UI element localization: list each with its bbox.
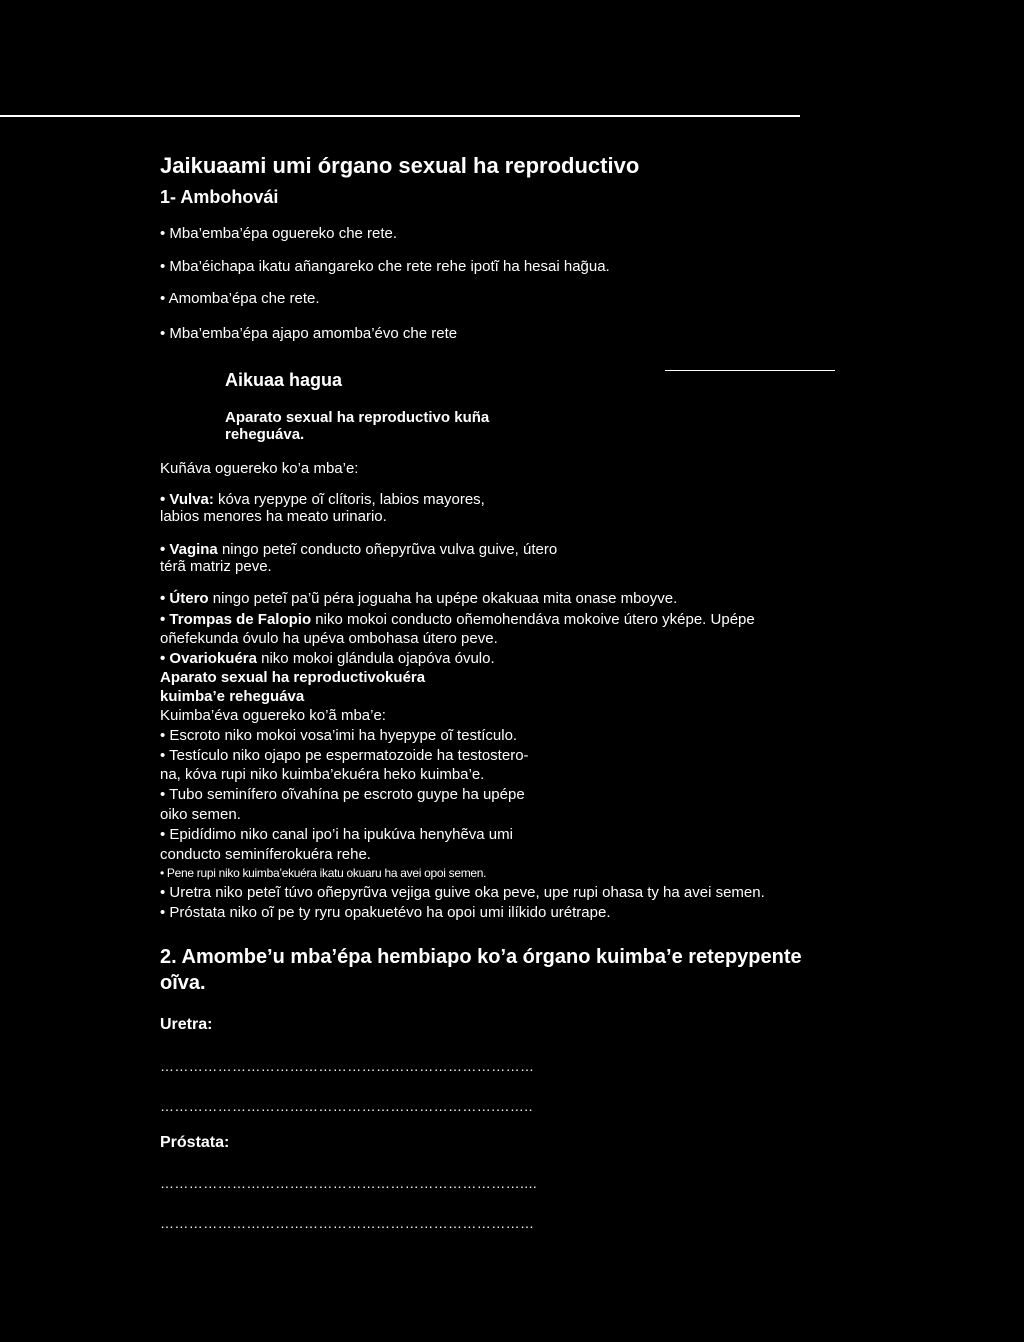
vagina-item [160,541,557,558]
section-1-bullet: • Mba’éichapa ikatu añangareko che rete rehe ipotĩ ha hesai hag̃ua. [160,258,610,275]
vulva-label: • Vulva: [160,491,214,508]
section-2-heading: 2. Amombe’u mba’épa hembiapo ko’a órgano kuimba’e retepypente [160,946,802,968]
male-item-line: • Tubo seminífero oĩvahína pe escroto guype ha upépe [160,786,525,803]
section-1-bullet: • Amomba’épa che rete. [160,290,320,307]
section-2-heading: oĩva. [160,972,206,994]
vagina-text: ningo peteĩ conducto oñepyrũva vulva guive, útero [217,541,558,558]
ovario-label: • Ovariokuéra [160,650,257,667]
prostata-item: • Próstata niko oĩ pe ty ryru opakuetévo ha opoi umi ilíkido urétrape. [160,904,611,921]
male-item-line: • Escroto niko mokoi vosa’imi ha hyepype oĩ testículo. [160,727,518,744]
prostata-label: Próstata: [160,1134,230,1151]
trompas-label: • Trompas de Falopio [160,611,312,628]
utero-label: • Útero [160,590,209,607]
section-1-bullet: • Mba’emba’épa oguereko che rete. [160,225,398,242]
utero-text: ningo peteĩ pa’ũ péra joguaha ha upépe okakuaa mita onase mboyve. [208,590,678,607]
male-item-line: oiko semen. [160,806,241,823]
trompas-item [160,611,755,628]
pene-item: • Pene rupi niko kuimba’ekuéra ikatu okuaru ha avei opoi semen. [160,866,487,880]
aikuaa-heading: Aikuaa hagua [225,370,343,390]
male-item-line: conducto seminíferokuéra rehe. [160,846,371,863]
vagina-text: térã matriz peve. [160,558,272,575]
vulva-text: kóva ryepype oĩ clítoris, labios mayores, [213,491,485,508]
trompas-text: oñefekunda óvulo ha upéva ombohasa útero peve. [160,630,498,647]
male-section-title: Aparato sexual ha reproductivokuéra [160,669,426,686]
section-1-heading: 1- Ambohovái [160,187,279,207]
female-section-title: reheguáva. [225,426,305,443]
male-item-line: na, kóva rupi niko kuimba’ekuéra heko kuimba’e. [160,766,485,783]
ovario-item [160,650,495,667]
female-intro: Kuñáva oguereko ko’a mba’e: [160,460,359,477]
uretra-answer-line[interactable]: …………………………………………………………….…….. [160,1098,533,1114]
male-section-title: kuimba’e reheguáva [160,688,305,705]
male-item-line: • Testículo niko ojapo pe espermatozoide ha testostero- [160,747,529,764]
utero-item [160,590,677,607]
top-rule [0,115,800,117]
uretra-item: • Uretra niko peteĩ túvo oñepyrũva vejiga guive oka peve, upe rupi ohasa ty ha avei semen. [160,884,765,901]
uretra-label: Uretra: [160,1016,213,1033]
male-item-line: • Epidídimo niko canal ipo’i ha ipukúva henyhẽva umi [160,826,513,843]
trompas-text: niko mokoi conducto oñemohendáva mokoive útero yképe. Upépe [311,611,755,628]
section-1-bullet: • Mba’emba’épa ajapo amomba’évo che rete [160,325,458,342]
female-section-title: Aparato sexual ha reproductivo kuña [225,409,490,426]
male-intro: Kuimba’éva oguereko ko’ã mba’e: [160,707,386,724]
ovario-text: niko mokoi glándula ojapóva óvulo. [256,650,495,667]
vulva-item [160,491,485,508]
vulva-text: labios menores ha meato urinario. [160,508,387,525]
vagina-label: • Vagina [160,541,218,558]
prostata-answer-line[interactable]: ………………………………………………………………….... [160,1175,538,1191]
prostata-answer-line[interactable]: …………………………………………………………………… [160,1215,535,1231]
page-title: Jaikuaami umi órgano sexual ha reproductivo [160,153,640,178]
uretra-answer-line[interactable]: …………………………………………………………………… [160,1058,535,1074]
small-rule [665,370,835,371]
